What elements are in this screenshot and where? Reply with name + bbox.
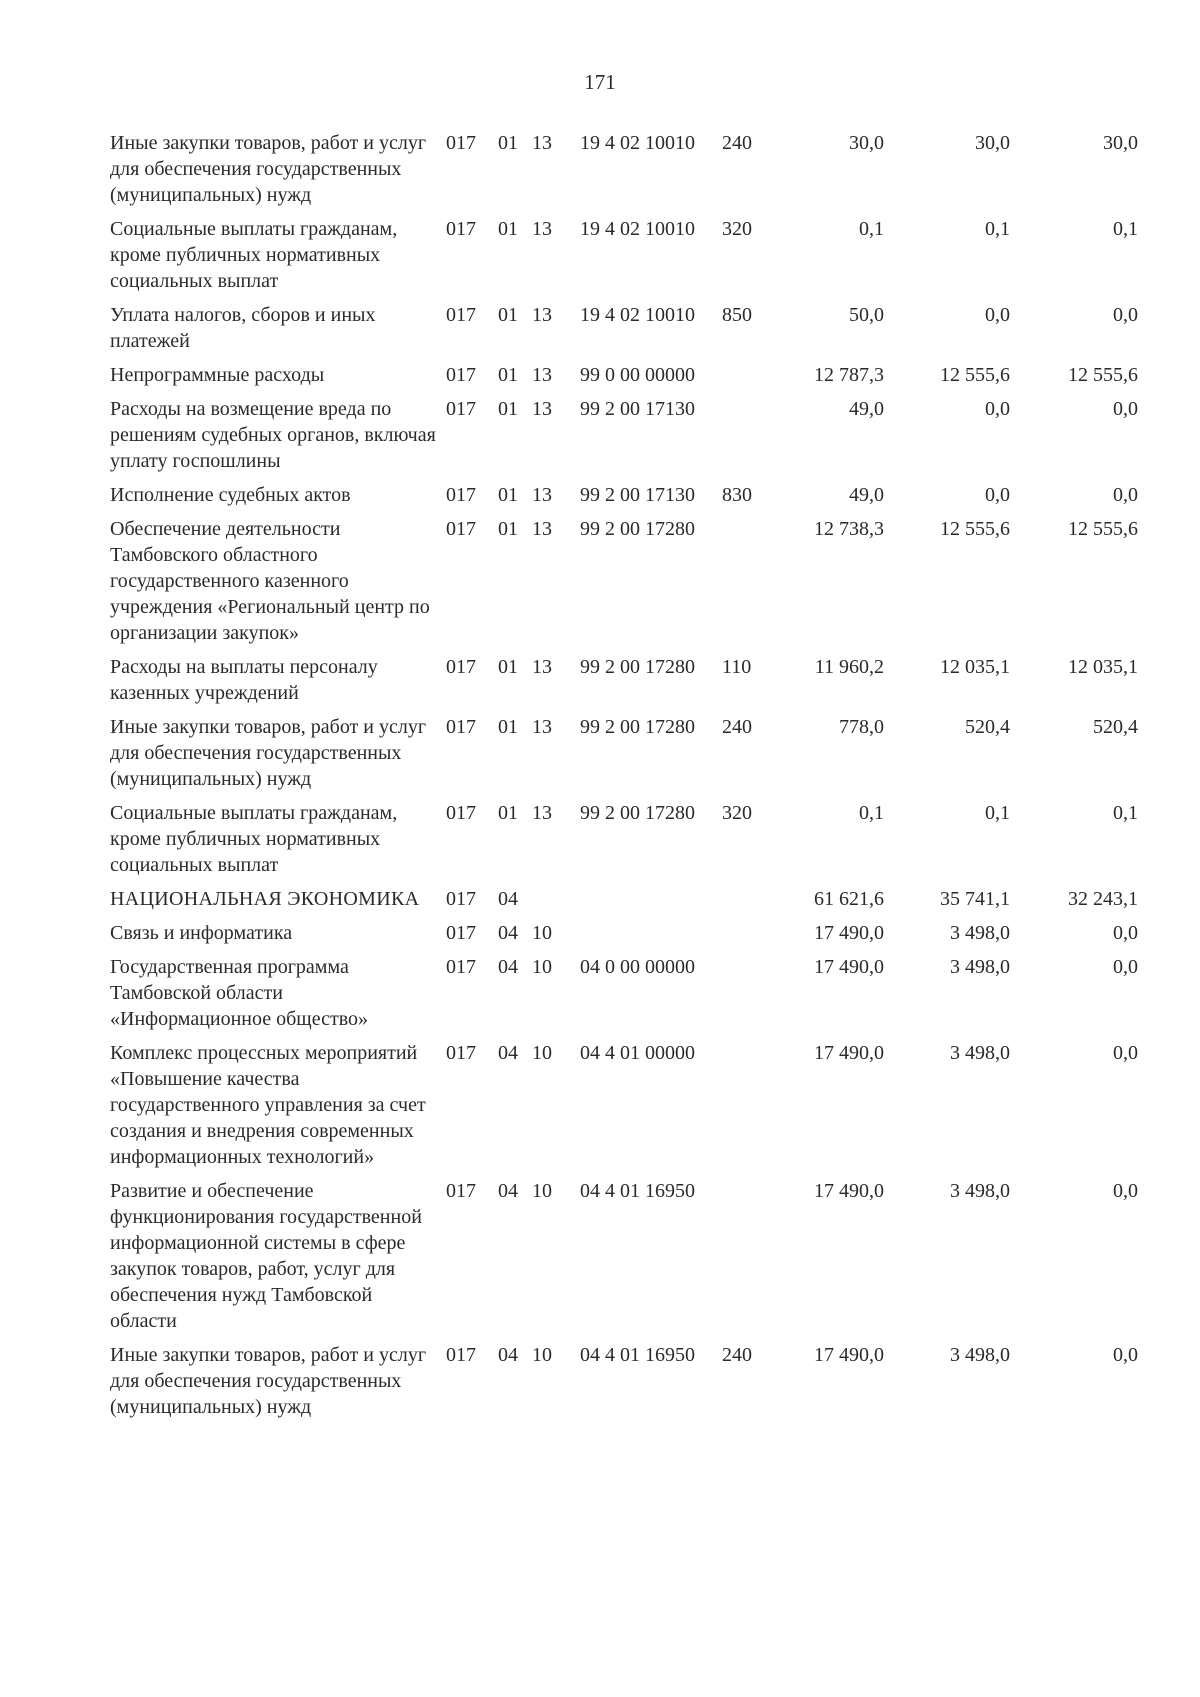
subsection-code: 13 (532, 484, 552, 506)
amount-year-3: 0,0 (1113, 1042, 1138, 1064)
table-row (110, 886, 1190, 920)
row-description: Обеспечение деятельности Тамбовского областного государственного казенного учреждения «Региональный центр по организации закупок» (110, 518, 430, 644)
amount-year-2: 3 498,0 (950, 956, 1010, 978)
row-description: Комплекс процессных мероприятий «Повышение качества государственного управления за счет создания и внедрения современных информационных технологий» (110, 1042, 426, 1168)
table-row (110, 130, 1190, 216)
amount-year-1: 778,0 (839, 716, 884, 738)
target-article-code: 04 4 01 00000 (580, 1042, 695, 1064)
amount-year-1: 17 490,0 (814, 922, 884, 944)
subsection-code: 13 (532, 802, 552, 824)
expense-type-code: 320 (722, 218, 752, 240)
subsection-code: 13 (532, 398, 552, 420)
amount-year-1: 49,0 (849, 484, 884, 506)
amount-year-3: 12 555,6 (1068, 364, 1138, 386)
amount-year-2: 12 555,6 (940, 364, 1010, 386)
subsection-code: 13 (532, 364, 552, 386)
section-code: 04 (498, 1042, 518, 1064)
table-row (110, 920, 1190, 954)
dept-code: 017 (446, 716, 476, 738)
section-code: 04 (498, 1344, 518, 1366)
section-code: 01 (498, 132, 518, 154)
target-article-code: 04 4 01 16950 (580, 1344, 695, 1366)
amount-year-1: 17 490,0 (814, 1042, 884, 1064)
expense-type-code: 830 (722, 484, 752, 506)
target-article-code: 04 0 00 00000 (580, 956, 695, 978)
amount-year-1: 61 621,6 (814, 888, 884, 910)
amount-year-2: 0,0 (985, 484, 1010, 506)
row-description: Развитие и обеспечение функционирования государственной информационной системы в сфере закупок товаров, работ, услуг для обеспечения нужд Тамбовской области (110, 1180, 422, 1332)
section-code: 04 (498, 956, 518, 978)
dept-code: 017 (446, 218, 476, 240)
row-description: Иные закупки товаров, работ и услуг для обеспечения государственных (муниципальных) нужд (110, 1344, 427, 1418)
section-code: 01 (498, 364, 518, 386)
budget-table (110, 130, 1190, 1428)
dept-code: 017 (446, 922, 476, 944)
amount-year-3: 12 555,6 (1068, 518, 1138, 540)
expense-type-code: 850 (722, 304, 752, 326)
table-row (110, 1178, 1190, 1342)
subsection-code: 10 (532, 1344, 552, 1366)
row-description: Иные закупки товаров, работ и услуг для обеспечения государственных (муниципальных) нужд (110, 132, 427, 206)
amount-year-2: 3 498,0 (950, 1344, 1010, 1366)
page-number: 171 (584, 70, 616, 94)
row-description: Уплата налогов, сборов и иных платежей (110, 304, 376, 352)
section-code: 01 (498, 656, 518, 678)
target-article-code: 19 4 02 10010 (580, 304, 695, 326)
dept-code: 017 (446, 1042, 476, 1064)
target-article-code: 99 2 00 17280 (580, 656, 695, 678)
section-code: 01 (498, 304, 518, 326)
amount-year-3: 520,4 (1093, 716, 1138, 738)
subsection-code: 13 (532, 518, 552, 540)
subsection-code: 13 (532, 218, 552, 240)
amount-year-1: 0,1 (859, 802, 884, 824)
amount-year-2: 12 555,6 (940, 518, 1010, 540)
amount-year-3: 30,0 (1103, 132, 1138, 154)
amount-year-3: 0,0 (1113, 484, 1138, 506)
amount-year-2: 0,1 (985, 802, 1010, 824)
amount-year-2: 520,4 (965, 716, 1010, 738)
amount-year-3: 12 035,1 (1068, 656, 1138, 678)
amount-year-2: 3 498,0 (950, 1180, 1010, 1202)
dept-code: 017 (446, 304, 476, 326)
section-code: 01 (498, 802, 518, 824)
amount-year-2: 0,0 (985, 398, 1010, 420)
subsection-code: 10 (532, 922, 552, 944)
amount-year-1: 17 490,0 (814, 956, 884, 978)
section-code: 01 (498, 484, 518, 506)
table-row (110, 216, 1190, 302)
target-article-code: 19 4 02 10010 (580, 132, 695, 154)
row-description: Непрограммные расходы (110, 364, 325, 386)
section-code: 04 (498, 1180, 518, 1202)
dept-code: 017 (446, 956, 476, 978)
target-article-code: 99 2 00 17280 (580, 716, 695, 738)
dept-code: 017 (446, 132, 476, 154)
expense-type-code: 240 (722, 716, 752, 738)
row-description: Социальные выплаты гражданам, кроме публичных нормативных социальных выплат (110, 802, 398, 876)
row-description: Расходы на выплаты персоналу казенных учреждений (110, 656, 378, 704)
amount-year-2: 12 035,1 (940, 656, 1010, 678)
row-description: Социальные выплаты гражданам, кроме публичных нормативных социальных выплат (110, 218, 398, 292)
row-description: Исполнение судебных актов (110, 484, 351, 506)
dept-code: 017 (446, 364, 476, 386)
table-row (110, 1040, 1190, 1178)
section-code: 01 (498, 218, 518, 240)
dept-code: 017 (446, 518, 476, 540)
dept-code: 017 (446, 802, 476, 824)
table-row (110, 482, 1190, 516)
amount-year-1: 17 490,0 (814, 1344, 884, 1366)
dept-code: 017 (446, 656, 476, 678)
row-description: НАЦИОНАЛЬНАЯ ЭКОНОМИКА (110, 888, 420, 910)
section-code: 04 (498, 922, 518, 944)
table-row (110, 654, 1190, 714)
target-article-code: 99 2 00 17130 (580, 484, 695, 506)
table-row (110, 516, 1190, 654)
table-row (110, 362, 1190, 396)
subsection-code: 13 (532, 304, 552, 326)
amount-year-1: 49,0 (849, 398, 884, 420)
target-article-code: 99 2 00 17280 (580, 518, 695, 540)
expense-type-code: 320 (722, 802, 752, 824)
section-code: 04 (498, 888, 518, 910)
table-row (110, 954, 1190, 1040)
amount-year-3: 0,1 (1113, 218, 1138, 240)
target-article-code: 99 2 00 17130 (580, 398, 695, 420)
subsection-code: 13 (532, 656, 552, 678)
subsection-code: 10 (532, 956, 552, 978)
amount-year-2: 35 741,1 (940, 888, 1010, 910)
amount-year-1: 17 490,0 (814, 1180, 884, 1202)
dept-code: 017 (446, 398, 476, 420)
expense-type-code: 240 (722, 1344, 752, 1366)
target-article-code: 99 2 00 17280 (580, 802, 695, 824)
dept-code: 017 (446, 1344, 476, 1366)
dept-code: 017 (446, 1180, 476, 1202)
amount-year-3: 0,0 (1113, 1180, 1138, 1202)
subsection-code: 13 (532, 716, 552, 738)
amount-year-1: 0,1 (859, 218, 884, 240)
amount-year-3: 0,0 (1113, 304, 1138, 326)
row-description: Расходы на возмещение вреда по решениям судебных органов, включая уплату госпошлины (110, 398, 436, 472)
section-code: 01 (498, 716, 518, 738)
amount-year-3: 0,0 (1113, 398, 1138, 420)
amount-year-2: 30,0 (975, 132, 1010, 154)
amount-year-1: 12 787,3 (814, 364, 884, 386)
amount-year-1: 50,0 (849, 304, 884, 326)
expense-type-code: 240 (722, 132, 752, 154)
section-code: 01 (498, 398, 518, 420)
dept-code: 017 (446, 888, 476, 910)
amount-year-3: 0,0 (1113, 922, 1138, 944)
section-code: 01 (498, 518, 518, 540)
expense-type-code: 110 (722, 656, 752, 678)
table-row (110, 1342, 1190, 1428)
amount-year-2: 3 498,0 (950, 1042, 1010, 1064)
table-row (110, 800, 1190, 886)
subsection-code: 10 (532, 1042, 552, 1064)
target-article-code: 19 4 02 10010 (580, 218, 695, 240)
amount-year-1: 12 738,3 (814, 518, 884, 540)
table-row (110, 714, 1190, 800)
table-row (110, 396, 1190, 482)
dept-code: 017 (446, 484, 476, 506)
subsection-code: 10 (532, 1180, 552, 1202)
row-description: Связь и информатика (110, 922, 293, 944)
amount-year-3: 0,0 (1113, 1344, 1138, 1366)
row-description: Иные закупки товаров, работ и услуг для обеспечения государственных (муниципальных) нужд (110, 716, 427, 790)
amount-year-3: 32 243,1 (1068, 888, 1138, 910)
amount-year-3: 0,1 (1113, 802, 1138, 824)
table-row (110, 302, 1190, 362)
target-article-code: 99 0 00 00000 (580, 364, 695, 386)
amount-year-1: 30,0 (849, 132, 884, 154)
amount-year-2: 0,1 (985, 218, 1010, 240)
amount-year-2: 0,0 (985, 304, 1010, 326)
amount-year-2: 3 498,0 (950, 922, 1010, 944)
amount-year-3: 0,0 (1113, 956, 1138, 978)
target-article-code: 04 4 01 16950 (580, 1180, 695, 1202)
amount-year-1: 11 960,2 (814, 656, 884, 678)
subsection-code: 13 (532, 132, 552, 154)
row-description: Государственная программа Тамбовской области «Информационное общество» (110, 956, 369, 1030)
